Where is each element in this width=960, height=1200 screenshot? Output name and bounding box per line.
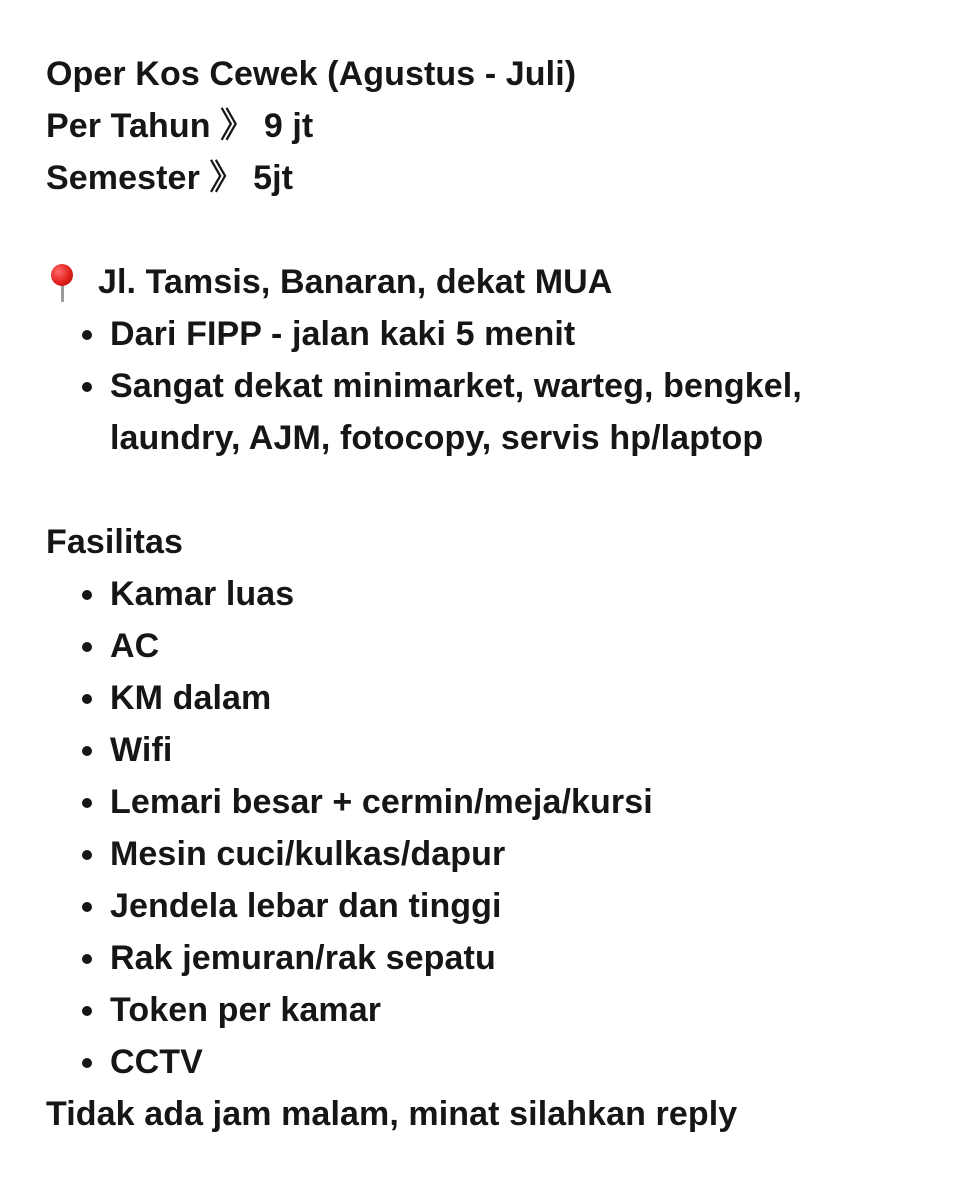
spacer (46, 204, 914, 256)
location-note: Dari FIPP - jalan kaki 5 menit (110, 308, 914, 360)
facility-item: Rak jemuran/rak sepatu (110, 932, 914, 984)
location-address: Jl. Tamsis, Banaran, dekat MUA (98, 263, 613, 301)
facilities-heading: Fasilitas (46, 523, 183, 561)
facility-item: Token per kamar (110, 984, 914, 1036)
facility-item: Jendela lebar dan tinggi (110, 880, 914, 932)
facility-item: CCTV (110, 1036, 914, 1088)
facility-item: KM dalam (110, 672, 914, 724)
facility-item: Wifi (110, 724, 914, 776)
closing-text: Tidak ada jam malam, minat silahkan reply (46, 1095, 738, 1133)
facility-item: AC (110, 620, 914, 672)
location-notes-list (46, 308, 914, 464)
price-per-year: Per Tahun 》 9 jt (46, 107, 314, 145)
facilities-list (46, 568, 914, 1088)
listing-title: Oper Kos Cewek (Agustus - Juli) (46, 55, 577, 93)
facility-item: Kamar luas (110, 568, 914, 620)
facility-item: Mesin cuci/kulkas/dapur (110, 828, 914, 880)
price-per-semester: Semester 》 5jt (46, 159, 294, 197)
spacer (46, 464, 914, 516)
facility-item: Lemari besar + cermin/meja/kursi (110, 776, 914, 828)
location-line (46, 256, 914, 308)
location-note: Sangat dekat minimarket, warteg, bengkel, laundry, AJM, fotocopy, servis hp/laptop (110, 360, 910, 464)
round-pushpin-icon (46, 260, 80, 304)
